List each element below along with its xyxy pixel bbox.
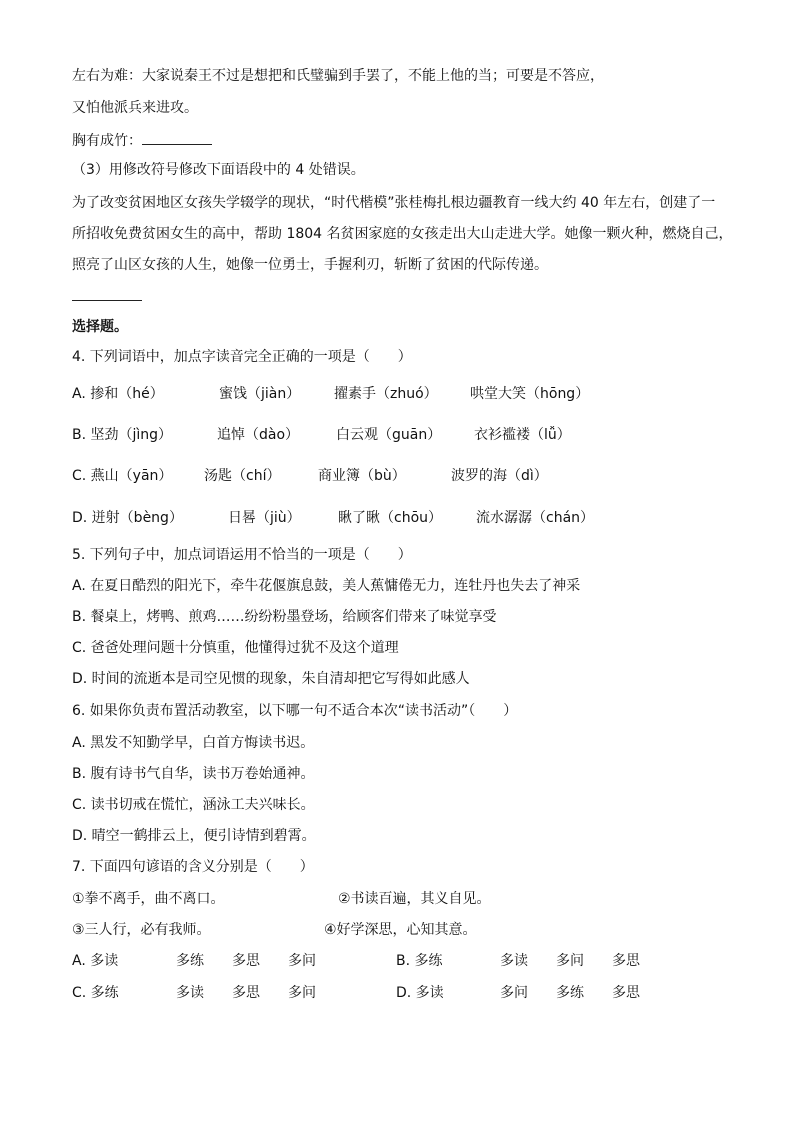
q4-option-b-2: 追悼（dào） (217, 427, 300, 443)
idiom-label: 胸有成竹： (72, 133, 142, 149)
q4-option-a-4: 哄堂大笑（hōng） (470, 386, 590, 402)
question-3-instruction: （3）用修改符号修改下面语段中的 4 处错误。 (72, 162, 365, 178)
q6-option-b[interactable]: B. 腹有诗书气自华，读书万卷始通神。 (72, 766, 315, 782)
q4-option-c-3: 商业簿（bù） (318, 468, 406, 484)
q5-option-d[interactable]: D. 时间的流逝本是司空见惯的现象，朱自清却把它写得如此感人 (72, 671, 470, 687)
q7-option-c-2: 多读 (176, 985, 204, 1001)
q7-option-c-1[interactable]: C. 多练 (72, 985, 119, 1001)
q6-option-c[interactable]: C. 读书切戒在慌忙，涵泳工夫兴味长。 (72, 797, 315, 813)
q7-saying-4: ④好学深思，心知其意。 (324, 922, 477, 938)
question-6-stem: 6. 如果你负责布置活动教室，以下哪一句不适合本次“读书活动”（ ） (72, 703, 518, 719)
q7-saying-1: ①拳不离手，曲不离口。 (72, 891, 225, 907)
paragraph-line-3: 照亮了山区女孩的人生，她像一位勇士，手握利刃，斩断了贫困的代际传递。 (72, 257, 548, 273)
q7-option-a-1[interactable]: A. 多读 (72, 953, 119, 969)
q7-option-d-4: 多思 (612, 985, 640, 1001)
q5-option-b[interactable]: B. 餐桌上，烤鸭、煎鸡……纷纷粉墨登场，给顾客们带来了味觉享受 (72, 609, 497, 625)
q4-option-a-1[interactable]: A. 掺和（hé） (72, 386, 164, 402)
q4-option-b-3: 白云观（guān） (336, 427, 442, 443)
paragraph-line-1: 为了改变贫困地区女孩失学辍学的现状，“时代楷模”张桂梅扎根边疆教育一线大约 40 年左右，创建了一 (72, 195, 716, 211)
answer-blank[interactable] (142, 130, 212, 145)
q4-option-b-1[interactable]: B. 坚劲（jìng） (72, 427, 173, 443)
q7-option-b-3: 多问 (556, 953, 584, 969)
idiom-line-1: 左右为难：大家说秦王不过是想把和氏璧骗到手罢了，不能上他的当；可要是不答应， (72, 68, 604, 84)
q7-option-b-1[interactable]: B. 多练 (396, 953, 443, 969)
q5-option-c[interactable]: C. 爸爸处理问题十分慎重，他懂得过犹不及这个道理 (72, 640, 399, 656)
q4-option-a-2: 蜜饯（jiàn） (219, 386, 301, 402)
answer-line (72, 300, 142, 301)
q7-option-a-3: 多思 (232, 953, 260, 969)
q4-option-c-1[interactable]: C. 燕山（yān） (72, 468, 173, 484)
q4-option-b-4: 衣衫褴褛（lǚ） (474, 427, 571, 443)
question-5-stem: 5. 下列句子中，加点词语运用不恰当的一项是（ ） (72, 547, 412, 563)
question-7-stem: 7. 下面四句谚语的含义分别是（ ） (72, 859, 314, 875)
q7-option-c-3: 多思 (232, 985, 260, 1001)
q7-option-a-2: 多练 (176, 953, 204, 969)
q7-option-d-3: 多练 (556, 985, 584, 1001)
q7-option-b-4: 多思 (612, 953, 640, 969)
q7-option-c-4: 多问 (288, 985, 316, 1001)
q4-option-d-4: 流水潺潺（chán） (476, 510, 595, 526)
q4-option-d-2: 日晷（jiù） (228, 510, 301, 526)
q6-option-a[interactable]: A. 黑发不知勤学早，白首方悔读书迟。 (72, 735, 315, 751)
q4-option-a-3: 擢素手（zhuó） (334, 386, 438, 402)
q7-option-d-2: 多问 (500, 985, 528, 1001)
question-4-stem: 4. 下列词语中，加点字读音完全正确的一项是（ ） (72, 349, 412, 365)
idiom-line-3 (72, 130, 212, 151)
idiom-line-2: 又怕他派兵来进攻。 (72, 100, 198, 116)
q4-option-d-1[interactable]: D. 迸射（bèng） (72, 510, 183, 526)
q4-option-c-4: 波罗的海（dì） (451, 468, 548, 484)
q7-option-b-2: 多读 (500, 953, 528, 969)
q5-option-a[interactable]: A. 在夏日酷烈的阳光下，牵牛花偃旗息鼓，美人蕉慵倦无力，连牡丹也失去了神采 (72, 578, 581, 594)
q7-option-a-4: 多问 (288, 953, 316, 969)
q7-saying-2: ②书读百遍，其义自见。 (338, 891, 491, 907)
section-title: 选择题。 (72, 319, 128, 335)
q7-saying-3: ③三人行，必有我师。 (72, 922, 211, 938)
paragraph-line-2: 所招收免费贫困女生的高中，帮助 1804 名贫困家庭的女孩走出大山走进大学。她像一颗火种，燃烧自己， (72, 226, 733, 242)
q7-option-d-1[interactable]: D. 多读 (396, 985, 444, 1001)
q4-option-d-3: 瞅了瞅（chōu） (338, 510, 443, 526)
q6-option-d[interactable]: D. 晴空一鹤排云上，便引诗情到碧霄。 (72, 828, 316, 844)
q4-option-c-2: 汤匙（chí） (204, 468, 281, 484)
